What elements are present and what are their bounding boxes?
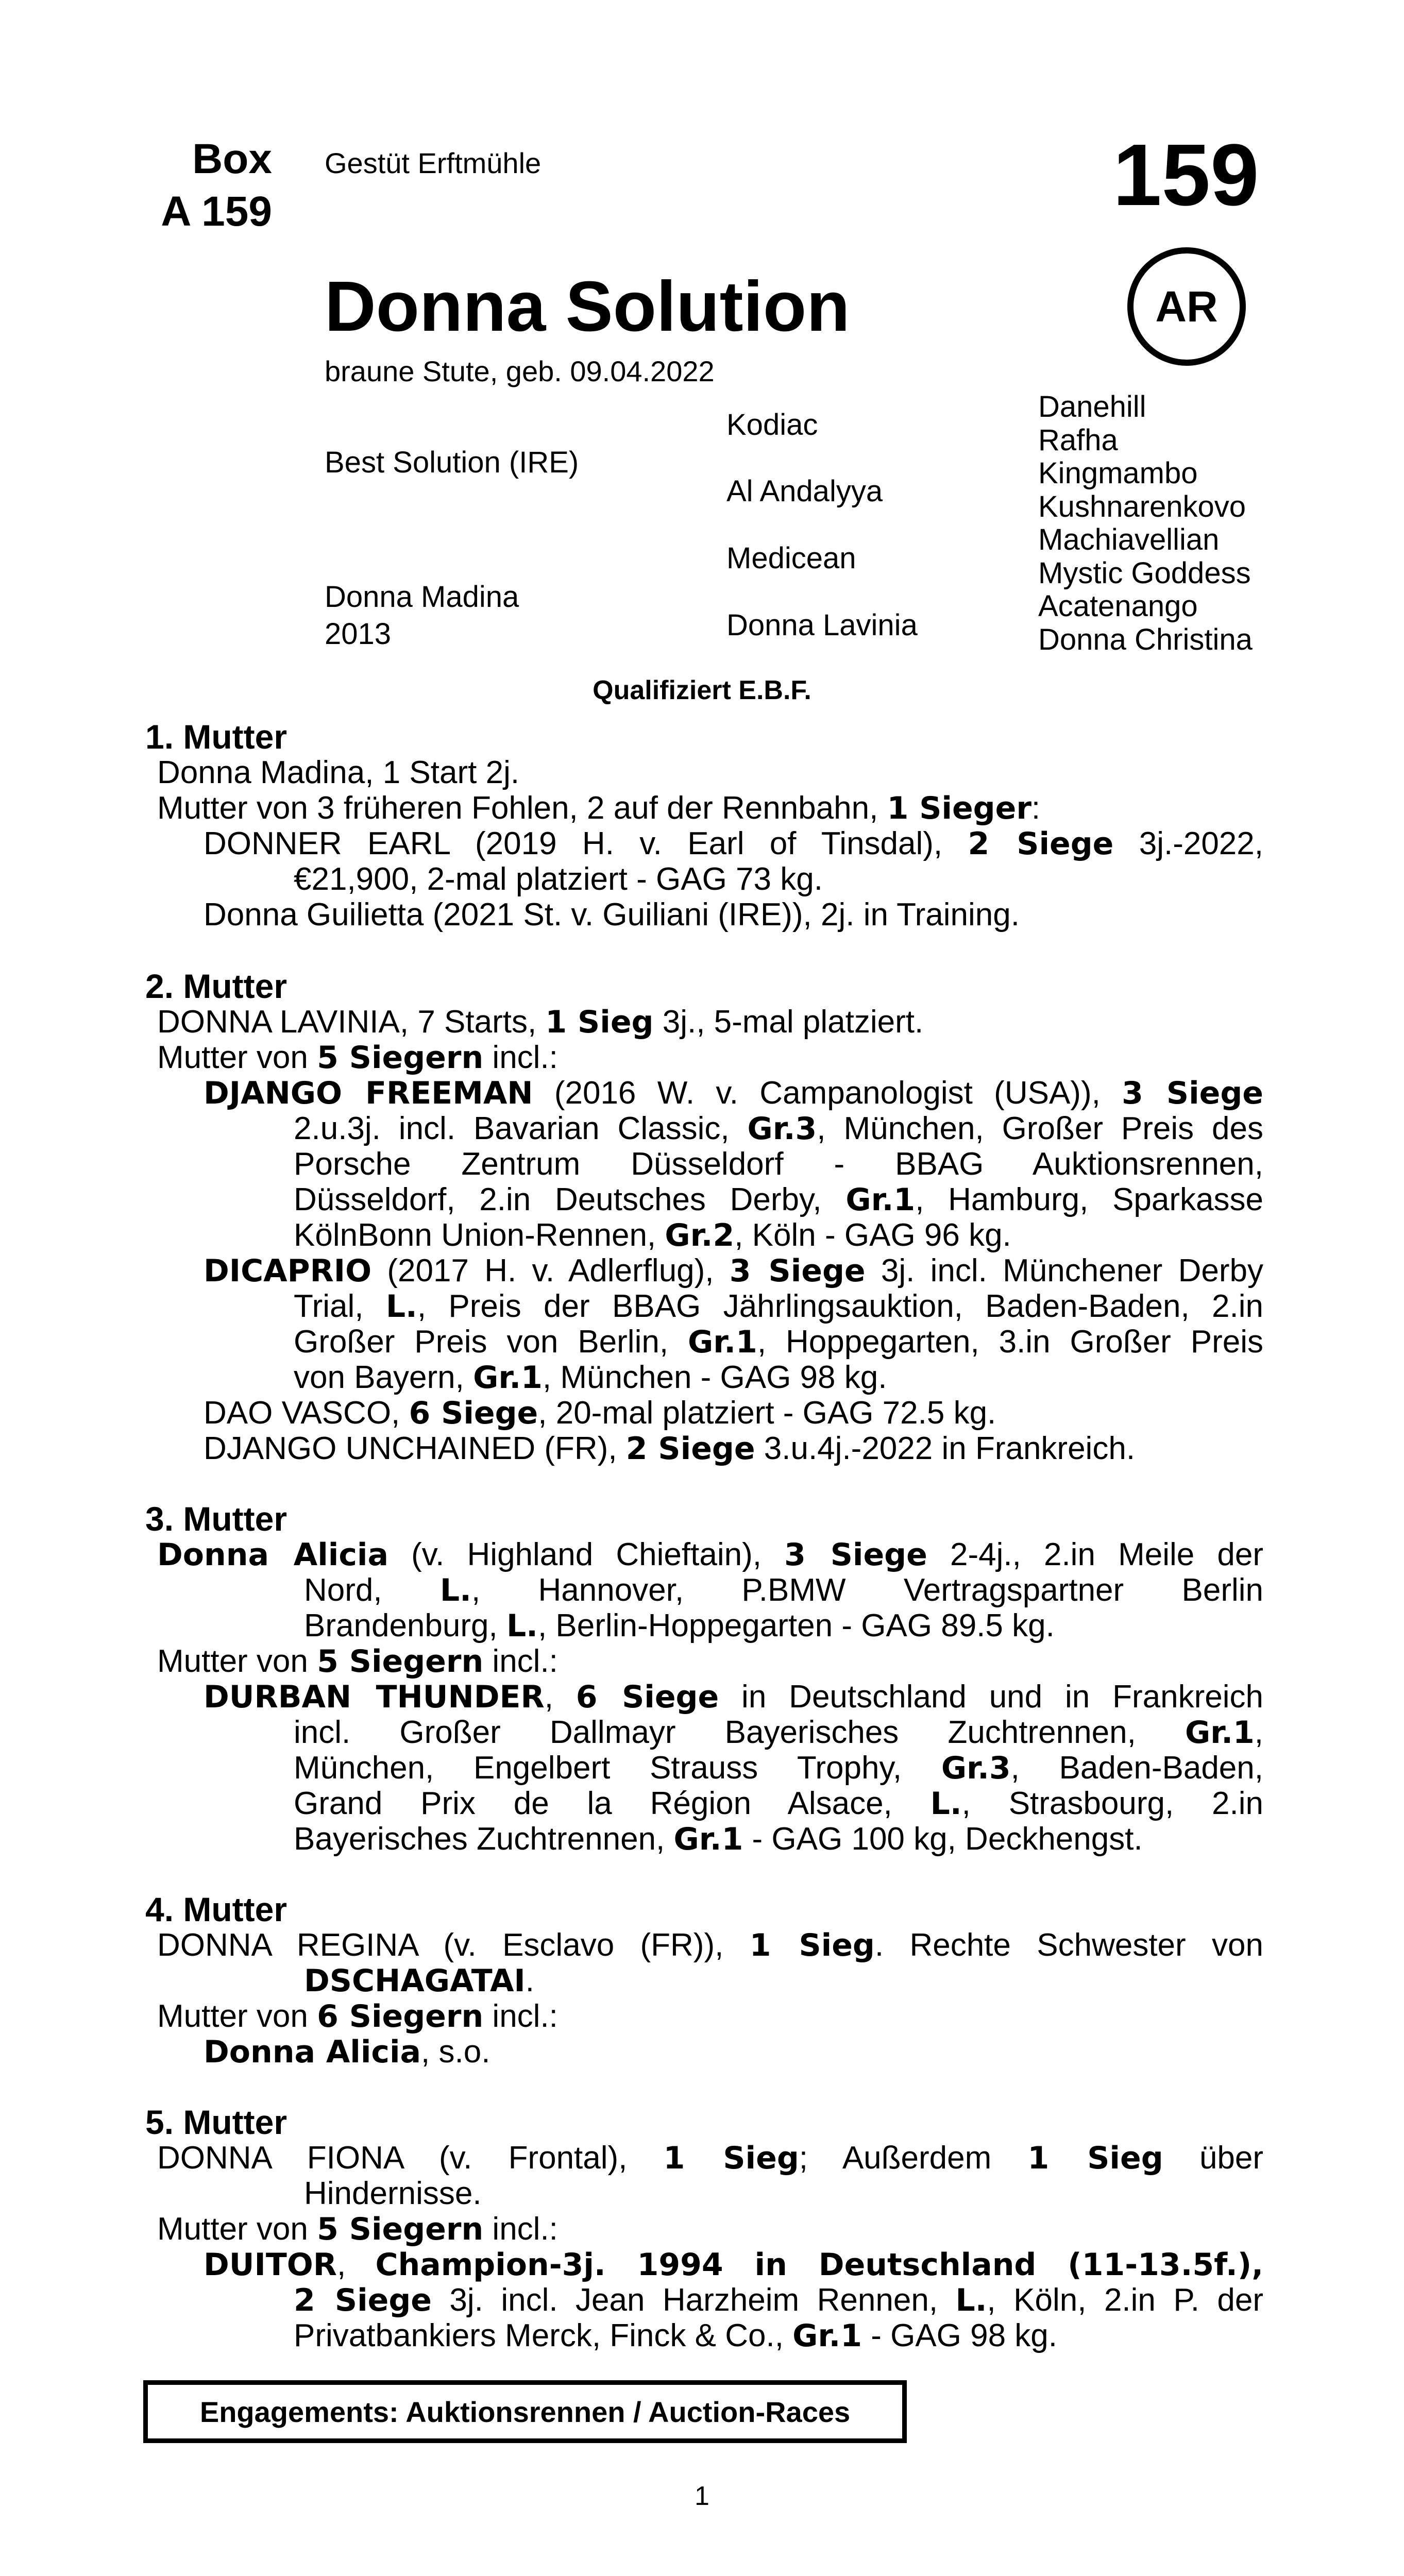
box-label-text: Box — [192, 135, 272, 182]
dam-5-line: Hindernisse. — [304, 2176, 482, 2211]
pedigree-great-grandparent: Kushnarenkovo — [1038, 489, 1246, 523]
dam-2-line: Trial, L., Preis der BBAG Jährlingsauktion, Baden-Baden, 2.in — [294, 1289, 1263, 1325]
dam-4-line: Donna Alicia, s.o. — [204, 2034, 490, 2070]
dam-3-line: München, Engelbert Strauss Trophy, Gr.3, Baden-Baden, — [294, 1750, 1263, 1786]
ar-badge-text: AR — [1155, 282, 1218, 331]
dam-5-line: DONNA FIONA (v. Frontal), 1 Sieg; Außerdem 1 Sieg über — [157, 2140, 1263, 2176]
dam-4-line: Mutter von 6 Siegern incl.: — [157, 1998, 558, 2035]
dam-1-line: DONNER EARL (2019 H. v. Earl of Tinsdal), 2 Siege 3j.-2022, — [204, 826, 1263, 862]
dam-3-line: Bayerisches Zuchtrennen, Gr.1 - GAG 100 kg, Deckhengst. — [294, 1821, 1143, 1857]
dam-4-line: DSCHAGATAI. — [304, 1963, 534, 1999]
dam-2-line: Großer Preis von Berlin, Gr.1, Hoppegarten, 3.in Großer Preis — [294, 1324, 1263, 1360]
pedigree-great-grandparent: Donna Christina — [1038, 622, 1253, 656]
dam-1-line: Donna Madina, 1 Start 2j. — [157, 755, 520, 790]
dam-2-line: DJANGO UNCHAINED (FR), 2 Siege 3.u.4j.-2022 in Frankreich. — [204, 1431, 1136, 1467]
pedigree-grandparent: Kodiac — [726, 408, 818, 442]
pedigree-grandparent: Al Andalyya — [726, 474, 883, 508]
dam-2-line: DONNA LAVINIA, 7 Starts, 1 Sieg 3j., 5-mal platziert. — [157, 1004, 924, 1040]
section-title-mutter-4: 4. Mutter — [145, 1890, 287, 1928]
lot-number: 159 — [1113, 126, 1259, 224]
dam-4-line: DONNA REGINA (v. Esclavo (FR)), 1 Sieg. Rechte Schwester von — [157, 1927, 1263, 1963]
pedigree-grandparent: Medicean — [726, 541, 856, 575]
page-number: 1 — [695, 2481, 709, 2511]
dam-5-line: DUITOR, Champion-3j. 1994 in Deutschland (11-13.5f.), — [204, 2247, 1263, 2283]
dam-1-line: Donna Guilietta (2021 St. v. Guiliani (IRE)), 2j. in Training. — [204, 897, 1020, 933]
dam-2-line: von Bayern, Gr.1, München - GAG 98 kg. — [294, 1360, 887, 1396]
dam-2-line: Porsche Zentrum Düsseldorf - BBAG Auktionsrennen, — [294, 1146, 1263, 1182]
engagements-text: Engagements: Auktionsrennen / Auction-Races — [199, 2395, 851, 2428]
section-title-mutter-5: 5. Mutter — [145, 2103, 287, 2141]
pedigree-great-grandparent: Kingmambo — [1038, 456, 1198, 490]
section-title-mutter-2: 2. Mutter — [145, 967, 287, 1005]
dam-1-line: €21,900, 2-mal platziert - GAG 73 kg. — [294, 861, 823, 897]
pedigree-great-grandparents — [1038, 391, 1253, 656]
pedigree-dam-year: 2013 — [325, 617, 392, 651]
dam-3-line: DURBAN THUNDER, 6 Siege in Deutschland und in Frankreich — [204, 1679, 1263, 1715]
pedigree-sire: Best Solution (IRE) — [325, 446, 579, 479]
pedigree-great-grandparent: Mystic Goddess — [1038, 556, 1251, 590]
pedigree-great-grandparent: Rafha — [1038, 423, 1118, 457]
dam-2-line: 2.u.3j. incl. Bavarian Classic, Gr.3, München, Großer Preis des — [294, 1111, 1263, 1147]
qualification: Qualifiziert E.B.F. — [593, 675, 811, 705]
dam-2-line: Düsseldorf, 2.in Deutsches Derby, Gr.1, Hamburg, Sparkasse — [294, 1182, 1263, 1218]
dam-2-line: DICAPRIO (2017 H. v. Adlerflug), 3 Siege 3j. incl. Münchener Derby — [204, 1253, 1263, 1289]
pedigree-grandparent: Donna Lavinia — [726, 608, 918, 642]
dam-3-line: Nord, L., Hannover, P.BMW Vertragspartner Berlin — [304, 1572, 1263, 1608]
dam-1-line: Mutter von 3 früheren Fohlen, 2 auf der Rennbahn, 1 Sieger: — [157, 790, 1041, 826]
ar-badge — [1127, 247, 1246, 366]
seller-name: Gestüt Erftmühle — [325, 147, 542, 179]
dam-3-line: Brandenburg, L., Berlin-Hoppegarten - GAG 89.5 kg. — [304, 1608, 1055, 1644]
dam-3-line: Grand Prix de la Région Alsace, L., Strasbourg, 2.in — [294, 1786, 1263, 1822]
horse-description: braune Stute, geb. 09.04.2022 — [325, 355, 715, 387]
dam-2-line: KölnBonn Union-Rennen, Gr.2, Köln - GAG 96 kg. — [294, 1217, 1011, 1253]
dam-2-line: DJANGO FREEMAN (2016 W. v. Campanologist (USA)), 3 Siege — [204, 1075, 1263, 1111]
section-title-mutter-3: 3. Mutter — [145, 1500, 287, 1538]
horse-name: Donna Solution — [325, 267, 850, 346]
pedigree-dam: Donna Madina — [325, 580, 519, 614]
dam-3-line: incl. Großer Dallmayr Bayerisches Zuchtrennen, Gr.1, — [294, 1715, 1263, 1751]
dam-5-line: 2 Siege 3j. incl. Jean Harzheim Rennen, L., Köln, 2.in P. der — [294, 2282, 1263, 2318]
box-label — [134, 133, 272, 238]
dam-5-line: Mutter von 5 Siegern incl.: — [157, 2211, 558, 2247]
engagements-box — [143, 2380, 907, 2443]
dam-5-line: Privatbankiers Merck, Finck & Co., Gr.1 - GAG 98 kg. — [294, 2318, 1058, 2354]
dam-3-line: Mutter von 5 Siegern incl.: — [157, 1643, 558, 1680]
dam-2-line: DAO VASCO, 6 Siege, 20-mal platziert - GAG 72.5 kg. — [204, 1395, 996, 1431]
dam-2-line: Mutter von 5 Siegern incl.: — [157, 1040, 558, 1076]
pedigree-great-grandparent: Acatenango — [1038, 589, 1198, 623]
pedigree-great-grandparent: Machiavellian — [1038, 523, 1220, 556]
dam-3-line: Donna Alicia (v. Highland Chieftain), 3 Siege 2-4j., 2.in Meile der — [157, 1537, 1263, 1573]
box-number: A 159 — [161, 188, 272, 235]
pedigree-great-grandparent: Danehill — [1038, 390, 1146, 423]
section-title-mutter-1: 1. Mutter — [145, 718, 287, 756]
